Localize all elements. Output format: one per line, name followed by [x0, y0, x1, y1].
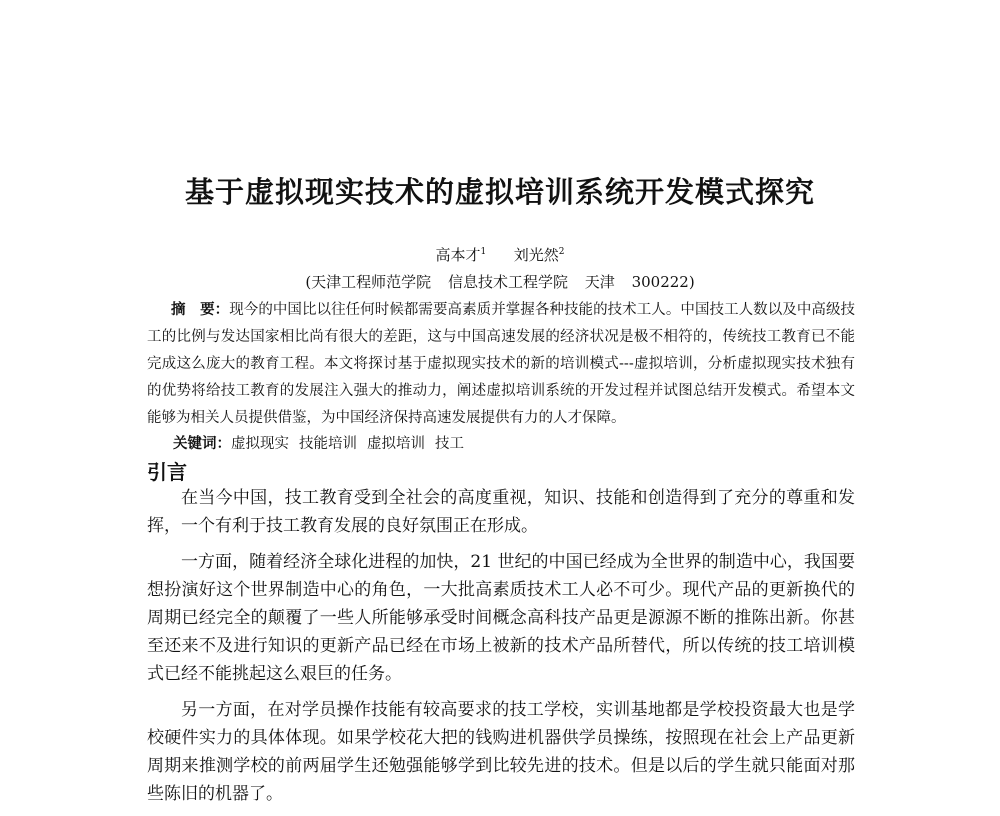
affiliation-line [0, 271, 1000, 292]
author-affiliation-mark: 2 [558, 247, 565, 257]
paper-title: 基于虚拟现实技术的虚拟培训系统开发模式探究 [184, 175, 815, 209]
author-name: 刘光然 [513, 246, 559, 264]
affiliation-dept: 信息技术工程学院 [447, 273, 568, 291]
keyword-item: 技能培训 [299, 436, 357, 452]
section-heading: 引言 [147, 460, 187, 484]
abstract-text: 现今的中国比以往任何时候都需要高素质并掌握各种技能的技术工人。中国技工人数以及中高级技工的比例与发达国家相比尚有很大的差距，这与中国高速发展的经济状况是极不相符的，传统技工教育已不能完成这么庞大的教育工程。本文将探讨基于虚拟现实技术的新的培训模式---虚拟培训，分析虚拟现实技术独有的优势将给技工教育的发展注入强大的推动力，阐述虚拟培训系统的开发过程并试图总结开发模式。希望本文能够为相关人员提供借鉴，为中国经济保持高速发展提供有力的人才保障。 [147, 302, 855, 426]
body-text [147, 484, 855, 816]
affiliation-close-paren: ) [688, 273, 695, 291]
abstract-label: 摘 要： [171, 302, 230, 318]
affiliation-city: 天津 [584, 273, 615, 291]
keyword-item: 虚拟培训 [367, 436, 425, 452]
author-affiliation-mark: 1 [480, 247, 487, 257]
affiliation-school: 天津工程师范学院 [311, 273, 432, 291]
body-paragraph: 另一方面，在对学员操作技能有较高要求的技工学校，实训基地都是学校投资最大也是学校硬件实力的具体体现。如果学校花大把的钱购进机器供学员操练，按照现在社会上产品更新周期来推测学校的前两届学生还勉强能够学到比较先进的技术。但是以后的学生就只能面对那些陈旧的机器了。 [147, 700, 855, 804]
author-line [0, 244, 1000, 265]
keyword-item: 虚拟现实 [231, 436, 289, 452]
body-paragraph: 一方面，随着经济全球化进程的加快，21 世纪的中国已经成为全世界的制造中心，我国要想扮演好这个世界制造中心的角色，一大批高素质技术工人必不可少。现代产品的更新换代的周期已经完全的颠覆了一些人所能够承受时间概念高科技产品更是源源不断的推陈出新。你甚至还来不及进行知识的更新产品已经在市场上被新的技术产品所替代，所以传统的技工培训模式已经不能挑起这么艰巨的任务。 [147, 552, 855, 684]
affiliation-open-paren: ( [305, 273, 312, 291]
keywords-label: 关键词： [173, 436, 231, 452]
author-name: 高本才 [435, 246, 481, 264]
body-paragraph: 在当今中国，技工教育受到全社会的高度重视，知识、技能和创造得到了充分的尊重和发挥，一个有利于技工教育发展的良好氛围正在形成。 [147, 488, 855, 536]
keywords [173, 432, 474, 453]
keyword-item: 技工 [435, 436, 464, 452]
affiliation-postcode: 300222 [631, 273, 689, 291]
abstract [147, 297, 855, 432]
